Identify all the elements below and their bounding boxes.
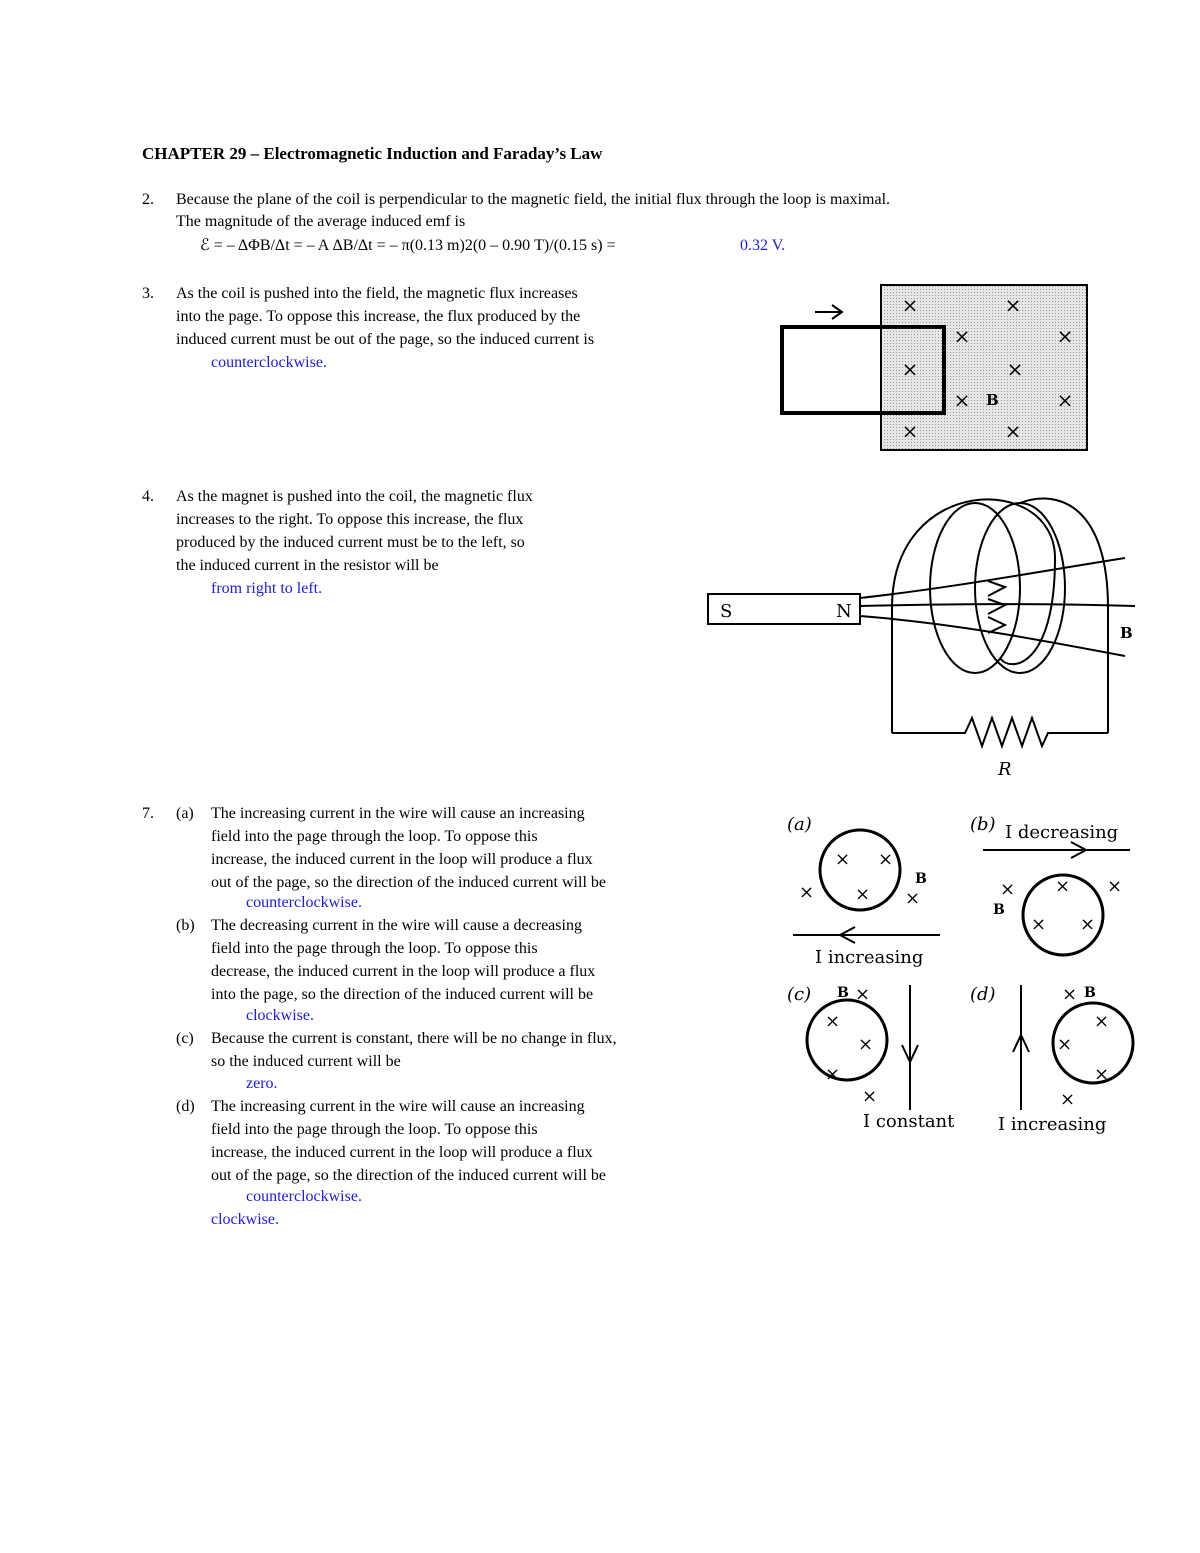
field-label: B <box>993 902 1005 918</box>
problem-3-answer: counterclockwise. <box>211 354 327 371</box>
panel-b-label: (b) <box>970 814 996 835</box>
cross-mark: × <box>901 357 919 381</box>
cross-mark: × <box>1062 984 1078 1005</box>
part-c-line-2: so the induced current will be <box>211 1053 401 1070</box>
problem-3-line-1: As the coil is pushed into the field, the magnetic flux increases <box>176 285 578 302</box>
cross-mark: × <box>1004 419 1022 443</box>
cross-mark: × <box>1055 876 1071 897</box>
wire-loop-diagrams <box>775 800 1155 1150</box>
part-a-tag: (a) <box>176 805 194 822</box>
cross-mark: × <box>1056 324 1074 348</box>
problem-3-line-3: induced current must be out of the page, so the induced current is <box>176 331 595 348</box>
cross-mark: × <box>1094 1011 1110 1032</box>
cross-mark: × <box>1056 388 1074 412</box>
part-a-line-4: out of the page, so the direction of the induced current will be <box>211 874 606 891</box>
cross-mark: × <box>858 1034 874 1055</box>
wire-d <box>1013 985 1029 1110</box>
cross-mark: × <box>1080 914 1096 935</box>
cross-mark: × <box>855 984 871 1005</box>
problem-2-line-1: Because the plane of the coil is perpendicular to the magnetic field, the initial flux through the loop is maximal. <box>176 191 891 208</box>
resistor <box>892 718 1108 746</box>
cross-mark: × <box>799 882 815 903</box>
coil-in-field-diagram <box>770 280 1100 460</box>
part-b-line-2: field into the page through the loop. To oppose this <box>211 940 538 957</box>
part-a-line-1: The increasing current in the wire will cause an increasing <box>211 805 585 822</box>
part-d-line-1: The increasing current in the wire will cause an increasing <box>211 1098 585 1115</box>
part-b-line-4: into the page, so the direction of the induced current will be <box>211 986 594 1003</box>
problem-4-line-2: increases to the right. To oppose this increase, the flux <box>176 511 524 528</box>
current-c-label: I constant <box>863 1111 955 1132</box>
field-label: B <box>1084 985 1096 1001</box>
cross-mark: × <box>905 888 921 909</box>
page-title: CHAPTER 29 – Electromagnetic Induction and Faraday’s Law <box>142 144 603 163</box>
south-pole-label: S <box>720 601 733 622</box>
problem-4-number: 4. <box>142 488 154 505</box>
cross-mark: × <box>1031 914 1047 935</box>
field-label: B <box>837 985 849 1001</box>
problem-7-number: 7. <box>142 805 154 822</box>
wire-c <box>902 985 918 1110</box>
problem-4-answer: from right to left. <box>211 580 323 597</box>
part-c-tag: (c) <box>176 1030 194 1047</box>
cross-mark: × <box>1057 1034 1073 1055</box>
panel-d-label: (d) <box>970 984 996 1005</box>
problem-3-line-2: into the page. To oppose this increase, the flux produced by the <box>176 308 581 325</box>
part-d-line-2: field into the page through the loop. To oppose this <box>211 1121 538 1138</box>
problem-4-line-3: produced by the induced current must be to the left, so <box>176 534 525 551</box>
cross-mark: × <box>953 388 971 412</box>
problem-2-number: 2. <box>142 191 154 208</box>
part-d-line-4: out of the page, so the direction of the induced current will be <box>211 1167 606 1184</box>
magnet-coil-diagram <box>700 488 1150 788</box>
current-d-label: I increasing <box>998 1114 1107 1135</box>
problem-2-equation: ℰ = – ΔΦB/Δt = – A ΔB/Δt = – π(0.13 m)2(0 – 0.90 T)/(0.15 s) = <box>200 237 616 254</box>
part-d-tag: (d) <box>176 1098 195 1115</box>
cross-mark: × <box>825 1064 841 1085</box>
part-b-line-1: The decreasing current in the wire will cause a decreasing <box>211 917 582 934</box>
problem-2-line-2: The magnitude of the average induced emf is <box>176 213 466 230</box>
part-a-line-3: increase, the induced current in the loop will produce a flux <box>211 851 593 868</box>
panel-c-label: (c) <box>787 984 812 1005</box>
field-label: B <box>986 391 999 409</box>
push-arrow <box>815 305 842 319</box>
cross-mark: × <box>825 1011 841 1032</box>
part-a-answer: counterclockwise. <box>246 894 362 911</box>
north-pole-label: N <box>836 601 852 622</box>
cross-mark: × <box>901 419 919 443</box>
coil-turns <box>892 499 1108 733</box>
cross-mark: × <box>1006 357 1024 381</box>
wire-b <box>983 842 1130 858</box>
field-label: B <box>915 871 927 887</box>
cross-mark: × <box>855 884 871 905</box>
field-lines <box>860 558 1135 656</box>
cross-mark: × <box>1060 1089 1076 1110</box>
problem-4-line-1: As the magnet is pushed into the coil, the magnetic flux <box>176 488 533 505</box>
cross-mark: × <box>862 1086 878 1107</box>
cross-mark: × <box>1004 293 1022 317</box>
part-b-line-3: decrease, the induced current in the loop will produce a flux <box>211 963 596 980</box>
problem-3-number: 3. <box>142 285 154 302</box>
field-label: B <box>1120 624 1133 642</box>
wire-a <box>793 927 940 943</box>
problem-4-line-4: the induced current in the resistor will be <box>176 557 439 574</box>
part-d-extra-answer: clockwise. <box>211 1211 279 1228</box>
loop-c <box>807 1000 887 1080</box>
panel-a-label: (a) <box>787 814 812 835</box>
cross-mark: × <box>1000 879 1016 900</box>
part-c-line-1: Because the current is constant, there will be no change in flux, <box>211 1030 617 1047</box>
cross-mark: × <box>878 849 894 870</box>
resistor-label: R <box>998 759 1012 780</box>
cross-mark: × <box>835 849 851 870</box>
current-a-label: I increasing <box>815 947 924 968</box>
cross-mark: × <box>901 293 919 317</box>
cross-mark: × <box>1107 876 1123 897</box>
current-b-label: I decreasing <box>1005 822 1119 843</box>
part-d-line-3: increase, the induced current in the loop will produce a flux <box>211 1144 593 1161</box>
cross-mark: × <box>953 324 971 348</box>
part-c-answer: zero. <box>246 1075 278 1092</box>
problem-2-answer: 0.32 V. <box>740 237 786 254</box>
part-a-line-2: field into the page through the loop. To oppose this <box>211 828 538 845</box>
part-b-answer: clockwise. <box>246 1007 314 1024</box>
part-d-answer: counterclockwise. <box>246 1188 362 1205</box>
part-b-tag: (b) <box>176 917 195 934</box>
cross-mark: × <box>1094 1064 1110 1085</box>
